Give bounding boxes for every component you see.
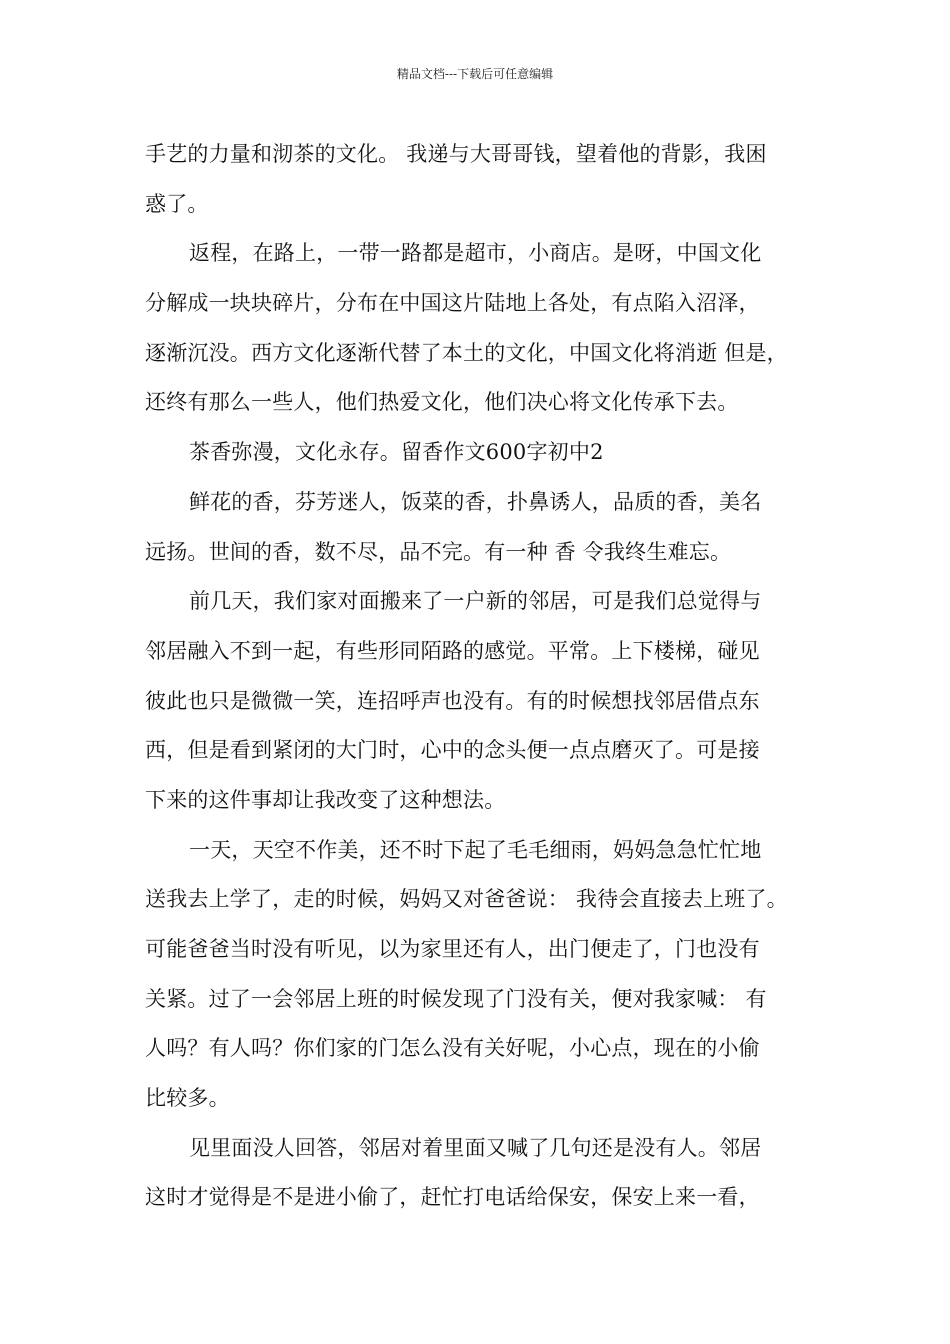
text-line: 西，但是看到紧闭的大门时，心中的念头便一点点磨灭了。可是接	[145, 738, 760, 763]
text-line: 逐渐沉没。西方文化逐渐代替了本土的文化，中国文化将消逝 但是，	[145, 340, 788, 365]
text-line: 人吗？有人吗？你们家的门怎么没有关好呢，小心点，现在的小偷	[145, 1036, 760, 1061]
text-line: 关紧。过了一会邻居上班的时候发现了门没有关，便对我家喊： 有	[145, 986, 767, 1011]
text-line: 彼此也只是微微一笑，连招呼声也没有。有的时候想找邻居借点东	[145, 688, 760, 713]
text-line: 邻居融入不到一起，有些形同陌路的感觉。平常。上下楼梯，碰见	[145, 638, 760, 663]
text-line: 可能爸爸当时没有听见，以为家里还有人，出门便走了，门也没有	[145, 937, 760, 961]
text-line: 这时才觉得是不是进小偷了，赶忙打电话给保安，保安上来一看，	[145, 1185, 760, 1210]
text-line: 分解成一块块碎片，分布在中国这片陆地上各处，有点陷入沼泽，	[145, 291, 760, 316]
text-line: 比较多。	[145, 1086, 230, 1111]
page-header: 精品文档---下载后可任意编辑	[396, 67, 554, 81]
text-line: 下来的这件事却让我改变了这种想法。	[145, 787, 506, 812]
text-line: 手艺的力量和沏茶的文化。 我递与大哥哥钱，望着他的背影，我困	[145, 142, 767, 166]
text-line: 惑了。	[145, 191, 209, 216]
text-line: 茶香弥漫，文化永存。留香作文600字初中2	[189, 440, 604, 465]
text-line: 送我去上学了，走的时候，妈妈又对爸爸说： 我待会直接去上班了。	[145, 887, 788, 912]
document-body	[145, 130, 807, 1223]
text-line: 一天，天空不作美，还不时下起了毛毛细雨，妈妈急急忙忙地	[189, 837, 762, 862]
text-line: 返程，在路上，一带一路都是超市，小商店。是呀，中国文化	[189, 241, 762, 266]
text-line: 远扬。世间的香，数不尽，品不完。有一种 香 令我终生难忘。	[145, 539, 732, 564]
text-line: 还终有那么一些人，他们热爱文化，他们决心将文化传承下去。	[145, 390, 739, 415]
text-line: 见里面没人回答，邻居对着里面又喊了几句还是没有人。邻居	[189, 1135, 762, 1160]
text-line: 前几天，我们家对面搬来了一户新的邻居，可是我们总觉得与	[189, 589, 762, 614]
text-line: 鲜花的香，芬芳迷人，饭菜的香，扑鼻诱人，品质的香，美名	[189, 489, 762, 514]
